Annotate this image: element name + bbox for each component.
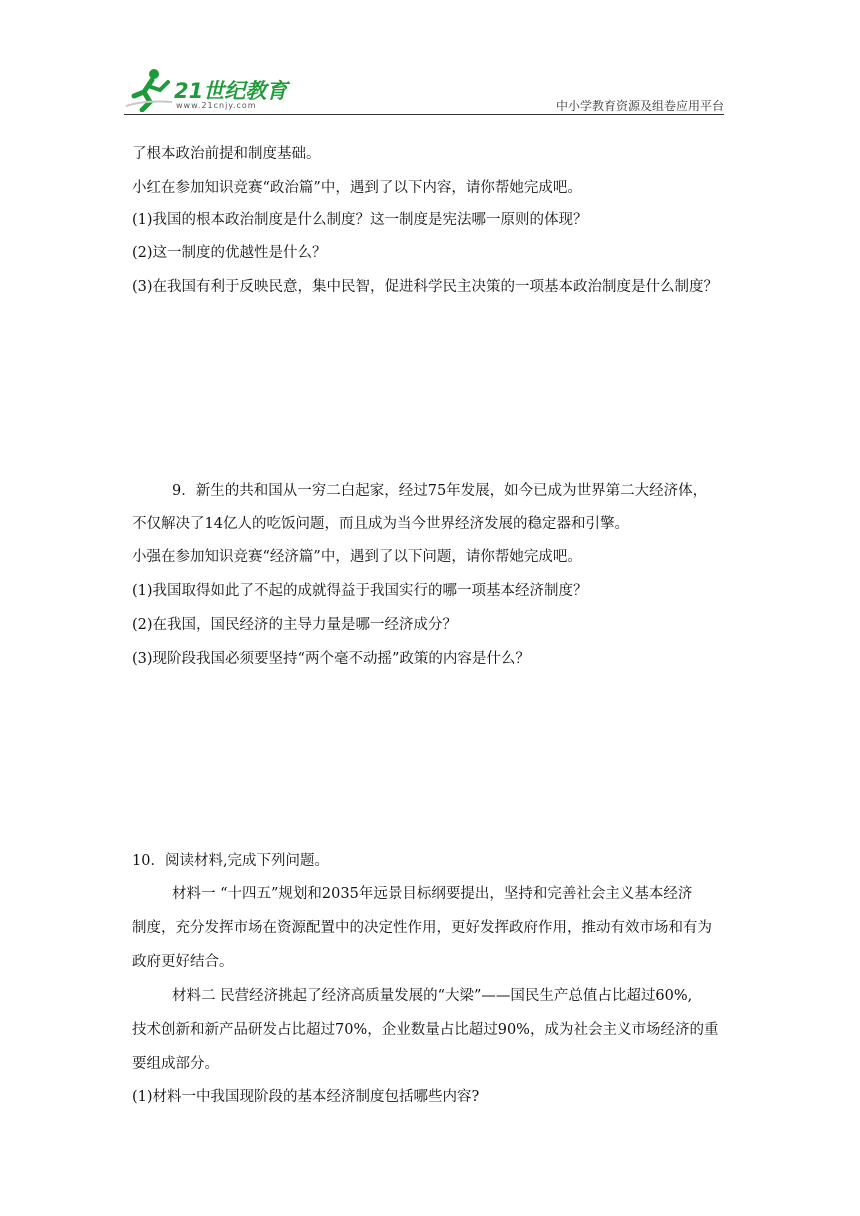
page-header: [0, 0, 860, 120]
platform-name: 中小学教育资源及组卷应用平台: [555, 99, 724, 113]
q10-material2-line2: 技术创新和新产品研发占比超过70%，企业数量占比超过90%，成为社会主义市场经济的重: [132, 1022, 719, 1038]
q9-sub2: (2)在我国，国民经济的主导力量是哪一经济成分？: [132, 617, 458, 633]
q9-stem-line1: 9．新生的共和国从一穷二白起家，经过75年发展，如今已成为世界第二大经济体，: [172, 483, 708, 499]
brand-name: 21世纪教育: [174, 79, 288, 103]
q10-material2-line3: 要组成部分。: [132, 1056, 219, 1072]
q9-stem-line2: 不仅解决了14亿人的吃饭问题，而且成为当今世界经济发展的稳定器和引擎。: [132, 516, 629, 532]
q8-intro: 小红在参加知识竞赛“政治篇”中，遇到了以下内容，请你帮她完成吧。: [132, 180, 582, 196]
q8-sub1: (1)我国的根本政治制度是什么制度？这一制度是宪法哪一原则的体现？: [132, 212, 588, 228]
q10-material2-line1: 材料二 民营经济挑起了经济高质量发展的“大梁”——国民生产总值占比超过60%,: [172, 988, 693, 1004]
header-divider: [124, 114, 724, 115]
q9-sub3: (3)现阶段我国必须要坚持“两个毫不动摇”政策的内容是什么？: [132, 651, 530, 667]
q10-stem: 10．阅读材料,完成下列问题。: [132, 853, 330, 869]
q10-material1-line2: 制度，充分发挥市场在资源配置中的决定性作用，更好发挥政府作用，推动有效市场和有为: [132, 920, 712, 936]
brand-url: www.21cnjy.com: [176, 101, 257, 110]
q9-sub1: (1)我国取得如此了不起的成就得益于我国实行的哪一项基本经济制度？: [132, 583, 588, 599]
brand-logo: [124, 66, 294, 114]
running-figure-icon: [124, 66, 176, 112]
q8-continuation: 了根本政治前提和制度基础。: [132, 146, 321, 162]
q9-intro: 小强在参加知识竞赛“经济篇”中，遇到了以下问题，请你帮她完成吧。: [132, 549, 582, 565]
q8-sub3: (3)在我国有利于反映民意，集中民智，促进科学民主决策的一项基本政治制度是什么制度？: [132, 279, 719, 295]
q10-material1-line3: 政府更好结合。: [132, 954, 234, 970]
q10-material1-line1: 材料一 “十四五”规划和2035年远景目标纲要提出，坚持和完善社会主义基本经济: [172, 886, 693, 902]
q8-sub2: (2)这一制度的优越性是什么？: [132, 245, 327, 261]
q10-sub1: (1)材料一中我国现阶段的基本经济制度包括哪些内容?: [132, 1089, 480, 1105]
